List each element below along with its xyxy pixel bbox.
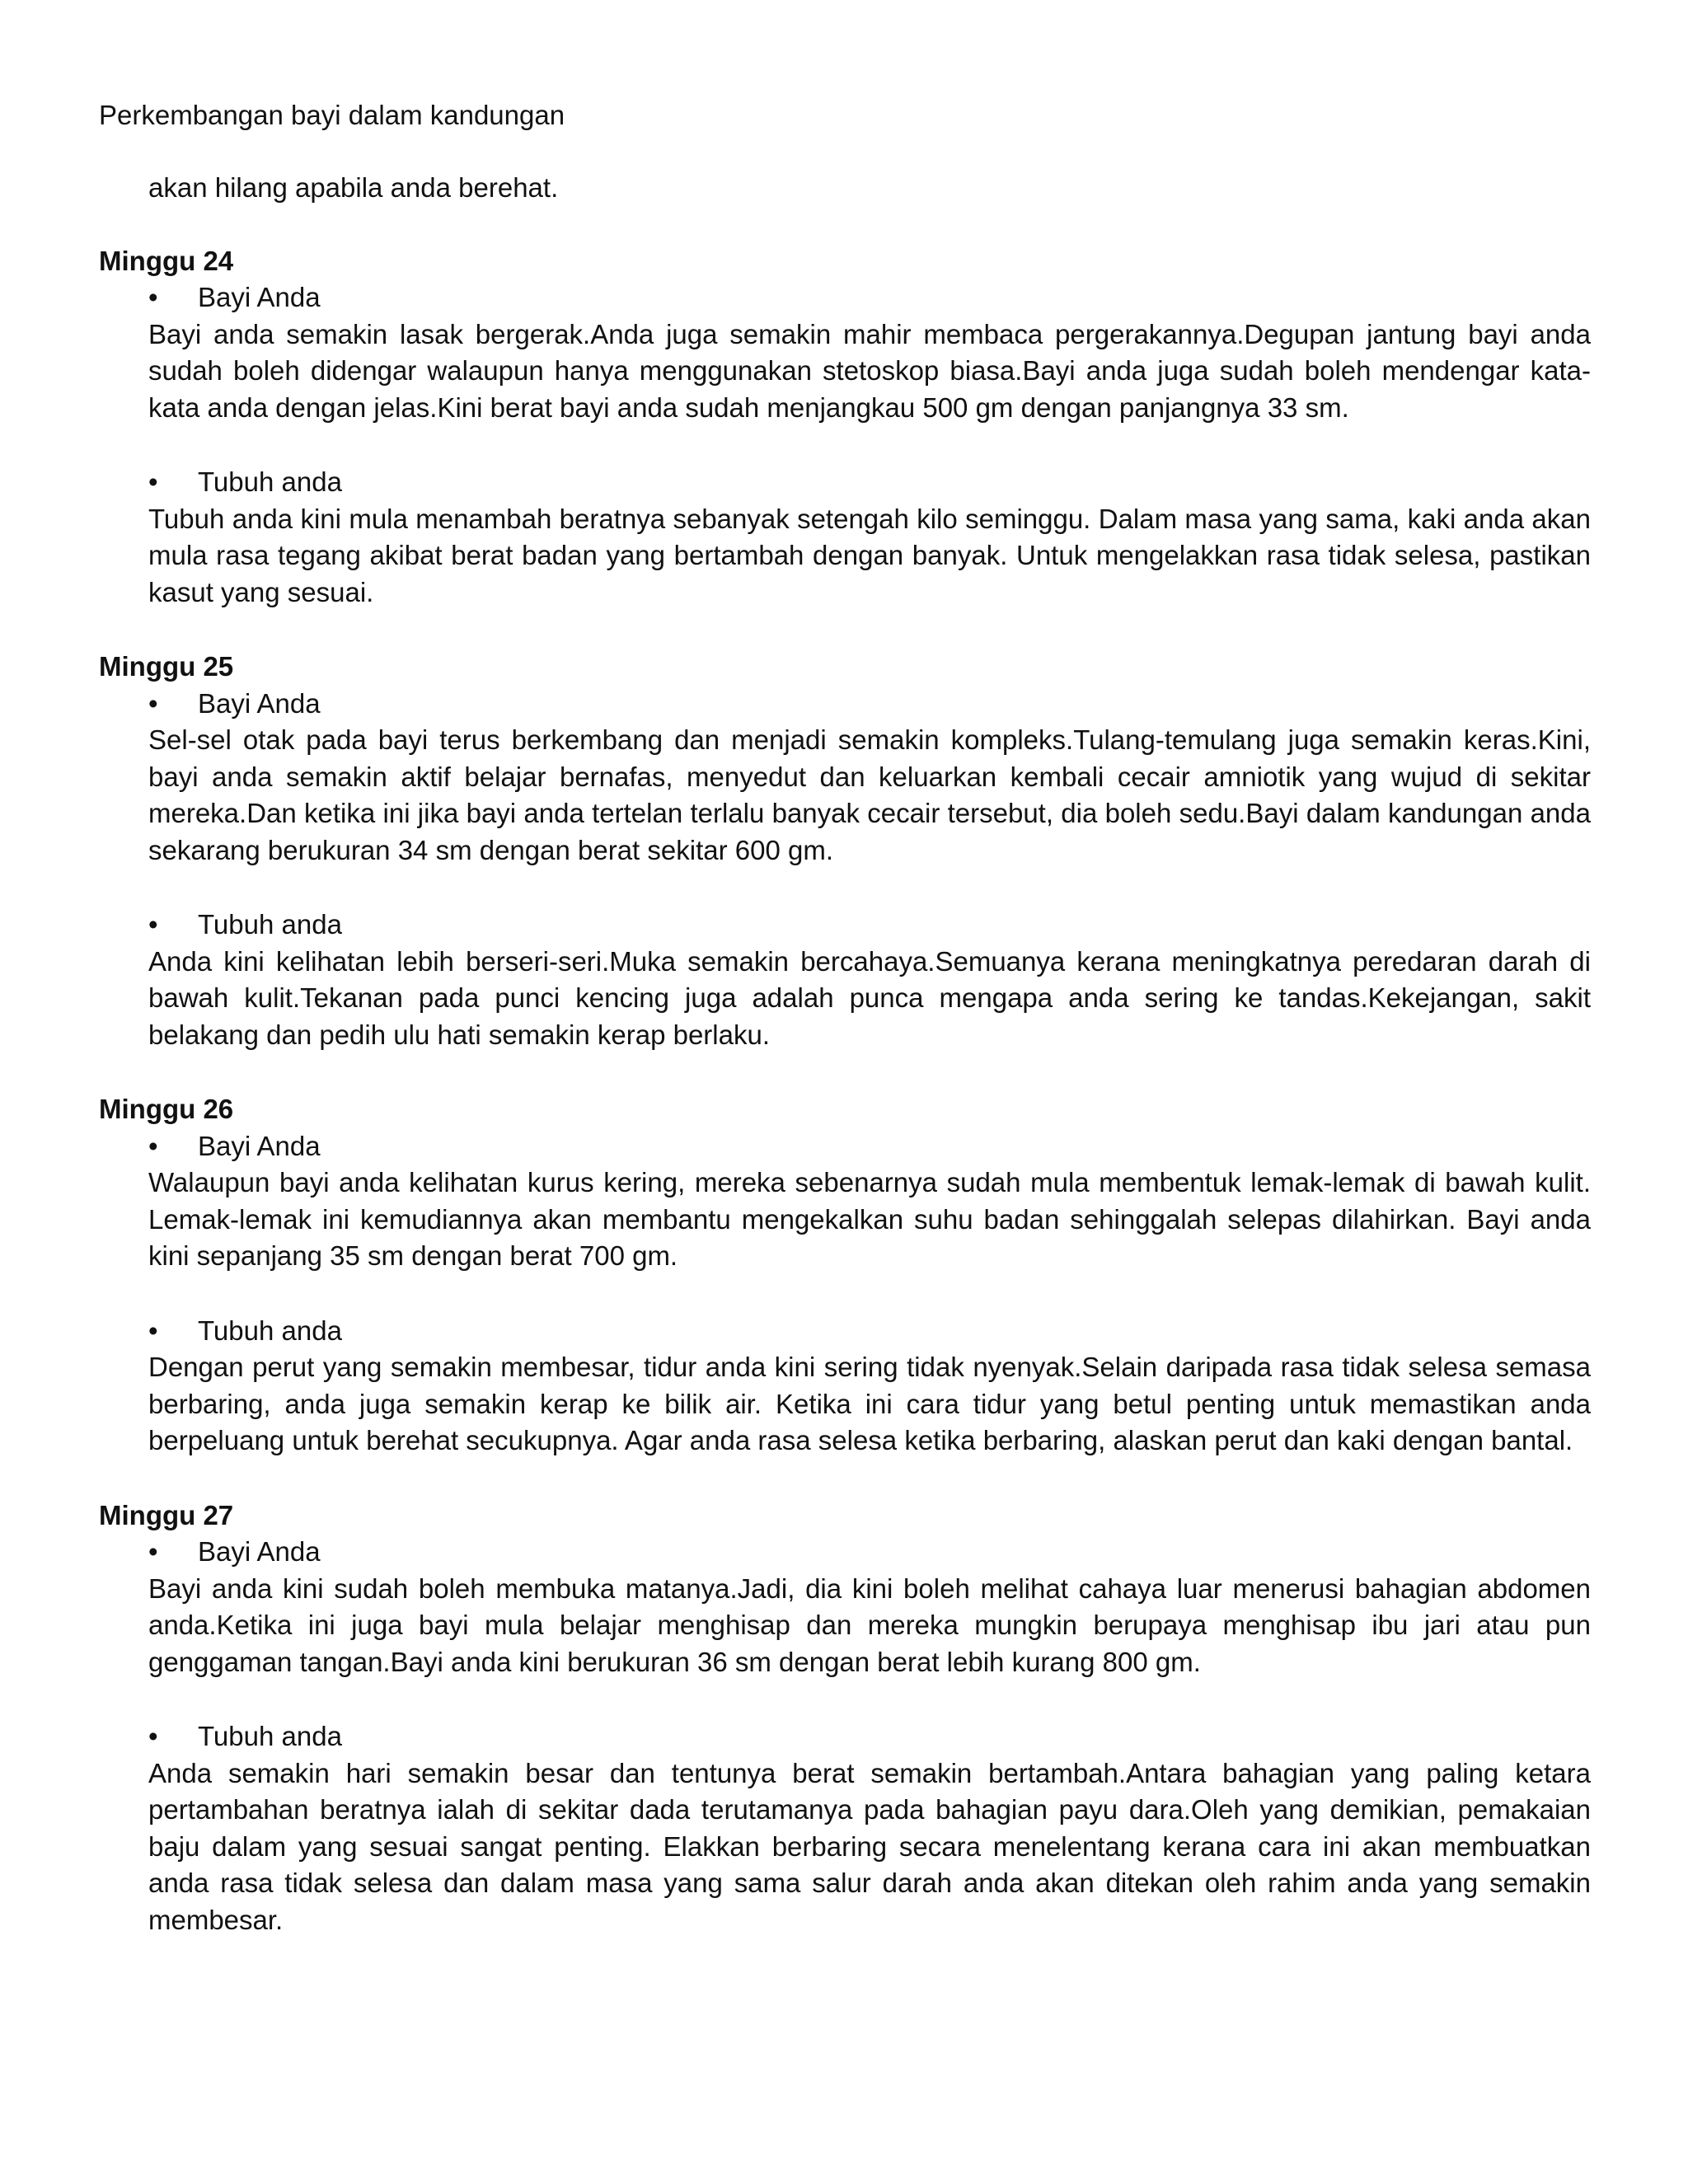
bullet-item: [99, 464, 1591, 501]
baby-subsection: [99, 279, 1591, 426]
paragraph: Sel-sel otak pada bayi terus berkembang dan menjadi semakin kompleks.Tulang-temulang juga semakin keras.Kini, bayi anda semakin aktif belajar bernafas, menyedut dan keluarkan kembali cecair amniotik yang wujud di sekitar mereka.Dan ketika ini jika bayi anda tertelan terlalu banyak cecair tersebut, dia boleh sedu.Bayi dalam kandungan anda sekarang berukuran 34 sm dengan berat sekitar 600 gm.: [148, 724, 1591, 865]
bullet-label: Bayi Anda: [198, 1130, 321, 1161]
bullet-label: Bayi Anda: [198, 687, 321, 719]
bullet-item: [99, 1534, 1591, 1571]
body-subsection: [99, 464, 1591, 611]
bullet-label: Bayi Anda: [198, 282, 321, 312]
bullet-item: [99, 1313, 1591, 1350]
week-heading: Minggu 27: [99, 1499, 234, 1530]
baby-subsection: [99, 1534, 1591, 1680]
bullet-icon: •: [148, 909, 158, 940]
paragraph: Anda kini kelihatan lebih berseri-seri.Muka semakin bercahaya.Semuanya kerana meningkatnya peredaran darah di bawah kulit.Tekanan pada punci kencing juga adalah punca mengapa anda sering ke tandas.Kekejangan, sakit belakang dan pedih ulu hati semakin kerap berlaku.: [148, 945, 1591, 1050]
bullet-label: Tubuh anda: [198, 909, 342, 940]
week-26-section: [99, 1091, 1591, 1460]
bullet-icon: •: [148, 1721, 158, 1751]
week-27-section: [99, 1497, 1591, 1939]
baby-subsection: [99, 686, 1591, 869]
body-subsection: [99, 907, 1591, 1053]
page-header: Perkembangan bayi dalam kandungan: [99, 100, 565, 130]
bullet-icon: •: [148, 687, 158, 719]
body-subsection: [99, 1718, 1591, 1938]
bullet-icon: •: [148, 1536, 158, 1567]
paragraph: Dengan perut yang semakin membesar, tidur anda kini sering tidak nyenyak.Selain daripada rasa tidak selesa semasa berbaring, anda juga semakin kerap ke bilik air. Ketika ini cara tidur yang betul penting untuk memastikan anda berpeluang untuk berehat secukupnya. Agar anda rasa selesa ketika berbaring, alaskan perut dan kaki dengan bantal.: [148, 1352, 1591, 1455]
document-body: [99, 170, 1591, 1976]
body-subsection: [99, 1313, 1591, 1460]
bullet-label: Bayi Anda: [198, 1536, 321, 1567]
bullet-item: [99, 1128, 1591, 1165]
bullet-label: Tubuh anda: [198, 1315, 342, 1346]
paragraph: Bayi anda semakin lasak bergerak.Anda juga semakin mahir membaca pergerakannya.Degupan jantung bayi anda sudah boleh didengar walaupun hanya menggunakan stetoskop biasa.Bayi anda juga sudah boleh mendengar kata-kata anda dengan jelas.Kini berat bayi anda sudah menjangkau 500 gm dengan panjangnya 33 sm.: [148, 318, 1591, 423]
bullet-label: Tubuh anda: [198, 466, 342, 497]
bullet-icon: •: [148, 1315, 158, 1346]
baby-subsection: [99, 1128, 1591, 1275]
bullet-icon: •: [148, 1130, 158, 1161]
continuation-text: akan hilang apabila anda berehat.: [148, 172, 559, 203]
bullet-item: [99, 686, 1591, 723]
paragraph: Walaupun bayi anda kelihatan kurus kering, mereka sebenarnya sudah mula membentuk lemak-lemak di bawah kulit. Lemak-lemak ini kemudiannya akan membantu mengekalkan suhu badan sehinggalah selepas dilahirkan. Bayi anda kini sepanjang 35 sm dengan berat 700 gm.: [148, 1167, 1591, 1271]
week-24-section: [99, 243, 1591, 612]
bullet-item: [99, 279, 1591, 316]
paragraph: Anda semakin hari semakin besar dan tentunya berat semakin bertambah.Antara bahagian yang paling ketara pertambahan beratnya ialah di sekitar dada terutamanya pada bahagian payu dara.Oleh yang demikian, pemakaian baju dalam yang sesuai sangat penting. Elakkan berbaring secara menelentang kerana cara ini akan membuatkan anda rasa tidak selesa dan dalam masa yang sama salur darah anda akan ditekan oleh rahim anda yang semakin membesar.: [148, 1757, 1591, 1935]
paragraph: Tubuh anda kini mula menambah beratnya sebanyak setengah kilo seminggu. Dalam masa yang sama, kaki anda akan mula rasa tegang akibat berat badan yang bertambah dengan banyak. Untuk mengelakkan rasa tidak selesa, pastikan kasut yang sesuai.: [148, 503, 1591, 607]
paragraph: Bayi anda kini sudah boleh membuka matanya.Jadi, dia kini boleh melihat cahaya luar menerusi bahagian abdomen anda.Ketika ini juga bayi mula belajar menghisap dan mereka mungkin berupaya menghisap ibu jari atau pun genggaman tangan.Bayi anda kini berukuran 36 sm dengan berat lebih kurang 800 gm.: [148, 1572, 1591, 1677]
week-25-section: [99, 649, 1591, 1053]
bullet-icon: •: [148, 466, 158, 497]
week-heading: Minggu 25: [99, 651, 234, 682]
week-heading: Minggu 26: [99, 1094, 234, 1124]
bullet-label: Tubuh anda: [198, 1721, 342, 1751]
bullet-item: [99, 1718, 1591, 1755]
week-heading: Minggu 24: [99, 245, 234, 276]
bullet-item: [99, 907, 1591, 944]
bullet-icon: •: [148, 282, 158, 312]
